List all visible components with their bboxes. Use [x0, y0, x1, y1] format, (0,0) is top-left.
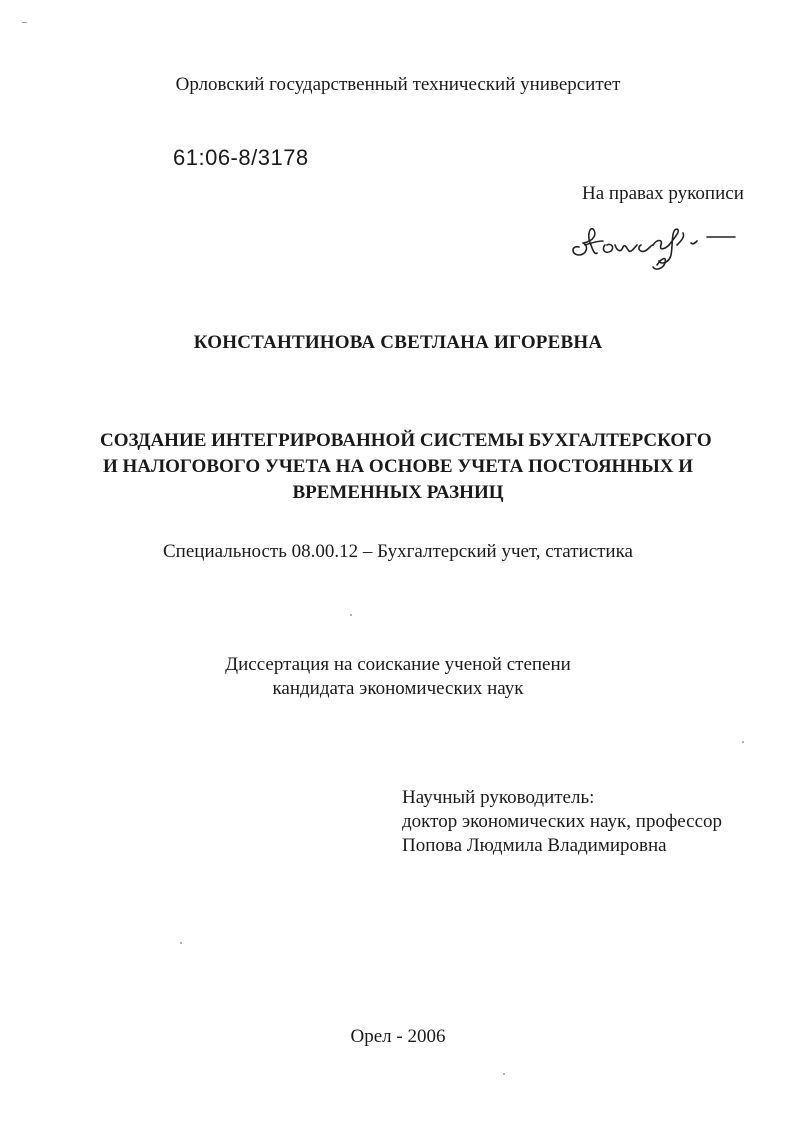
rights-notice: На правах рукописи: [582, 183, 744, 204]
dissertation-title: [100, 428, 712, 506]
title-line: СОЗДАНИЕ ИНТЕГРИРОВАННОЙ СИСТЕМЫ БУХГАЛТЕРСКОГО: [100, 430, 712, 451]
title-line: ВРЕМЕННЫХ РАЗНИЦ: [292, 482, 504, 503]
handwritten-signature: [565, 215, 745, 275]
advisor-degree: доктор экономических наук, профессор: [402, 811, 723, 832]
scan-speck: [180, 942, 182, 944]
degree-statement: [0, 653, 796, 701]
city-year: Орел - 2006: [350, 1026, 446, 1047]
scan-speck: [350, 614, 352, 616]
advisor-label: Научный руководитель:: [402, 787, 595, 808]
scan-speck: [742, 741, 744, 743]
degree-line: Диссертация на соискание ученой степени: [225, 654, 571, 675]
specialty: Специальность 08.00.12 – Бухгалтерский учет, статистика: [163, 541, 633, 562]
title-line: И НАЛОГОВОГО УЧЕТА НА ОСНОВЕ УЧЕТА ПОСТОЯННЫХ И: [102, 456, 694, 477]
catalog-code: 61:06-8/3178: [173, 145, 309, 170]
author-name: КОНСТАНТИНОВА СВЕТЛАНА ИГОРЕВНА: [193, 332, 603, 353]
university-name: Орловский государственный технический университет: [175, 74, 621, 95]
degree-line: кандидата экономических наук: [272, 678, 524, 699]
scan-speck: [503, 1073, 505, 1075]
advisor-block: [402, 786, 722, 858]
advisor-name: Попова Людмила Владимировна: [402, 835, 667, 856]
scan-speck: [22, 22, 27, 23]
